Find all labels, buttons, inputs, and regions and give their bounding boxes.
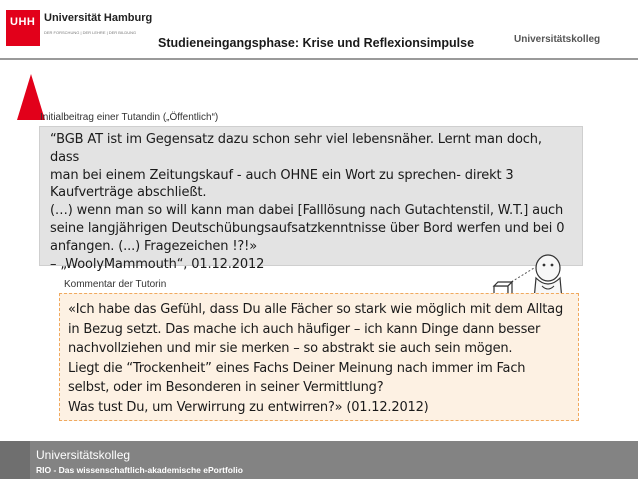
uhh-logo [6, 4, 153, 56]
uhh-logo-tagline: DER FORSCHUNG | DER LEHRE | DER BILDUNG [44, 30, 137, 35]
comment-label: Kommentar der Tutorin [64, 279, 167, 290]
initial-post-label: Initialbeitrag einer Tutandin („Öffentlich“) [40, 112, 219, 123]
uhh-logo-mark-text: UHH [10, 16, 36, 28]
initial-post-text: “BGB AT ist im Gegensatz dazu schon sehr viel lebensnäher. Lernt man doch, dass man bei einem Zeitungskauf - auch OHNE ein Wort zu sprechen- direkt 3 Kaufverträge abschließt. (…) wenn man so will kann man dabei [Falllösung nach Gutachtenstil, W.T.] auch seine langjährigen Deutschübungsaufsatzkenntnisse über Bord werfen und bei 0 anfangen. (...) Fragezeichen !?!» – „WoolyMammouth“, 01.12.2012 [50, 132, 565, 272]
slide-header [0, 0, 638, 70]
initial-post-box [39, 126, 583, 272]
footer-accent-bar [0, 441, 30, 479]
footer-subtitle: RIO - Das wissenschaftlich-akademische ePortfolio [36, 465, 243, 475]
header-divider [0, 58, 638, 60]
slide-title: Studieneingangsphase: Krise und Reflexionsimpulse [158, 36, 475, 50]
universitaetskolleg-logo: Universitätskolleg [514, 34, 601, 45]
slide-footer [0, 441, 638, 479]
comment-box [59, 293, 579, 421]
footer-title: Universitätskolleg [36, 448, 131, 462]
comment-text: «Ich habe das Gefühl, dass Du alle Fächer so stark wie möglich mit dem Alltag in Bezug setzt. Das mache ich auch häufiger – ich kann Dinge dann besser nachvollziehen und mir sie merken – so abstrakt sie auch sein mögen. Liegt die “Trockenheit” eines Fachs Deiner Meinung nach immer im Fach selbst, oder im Besonderen in seiner Vermittlung? Was tust Du, um Verwirrung zu entwirren?» (01.12.2012) [68, 302, 564, 415]
uhh-logo-mark [6, 10, 40, 46]
uhh-logo-name: Universität Hamburg [44, 12, 153, 24]
